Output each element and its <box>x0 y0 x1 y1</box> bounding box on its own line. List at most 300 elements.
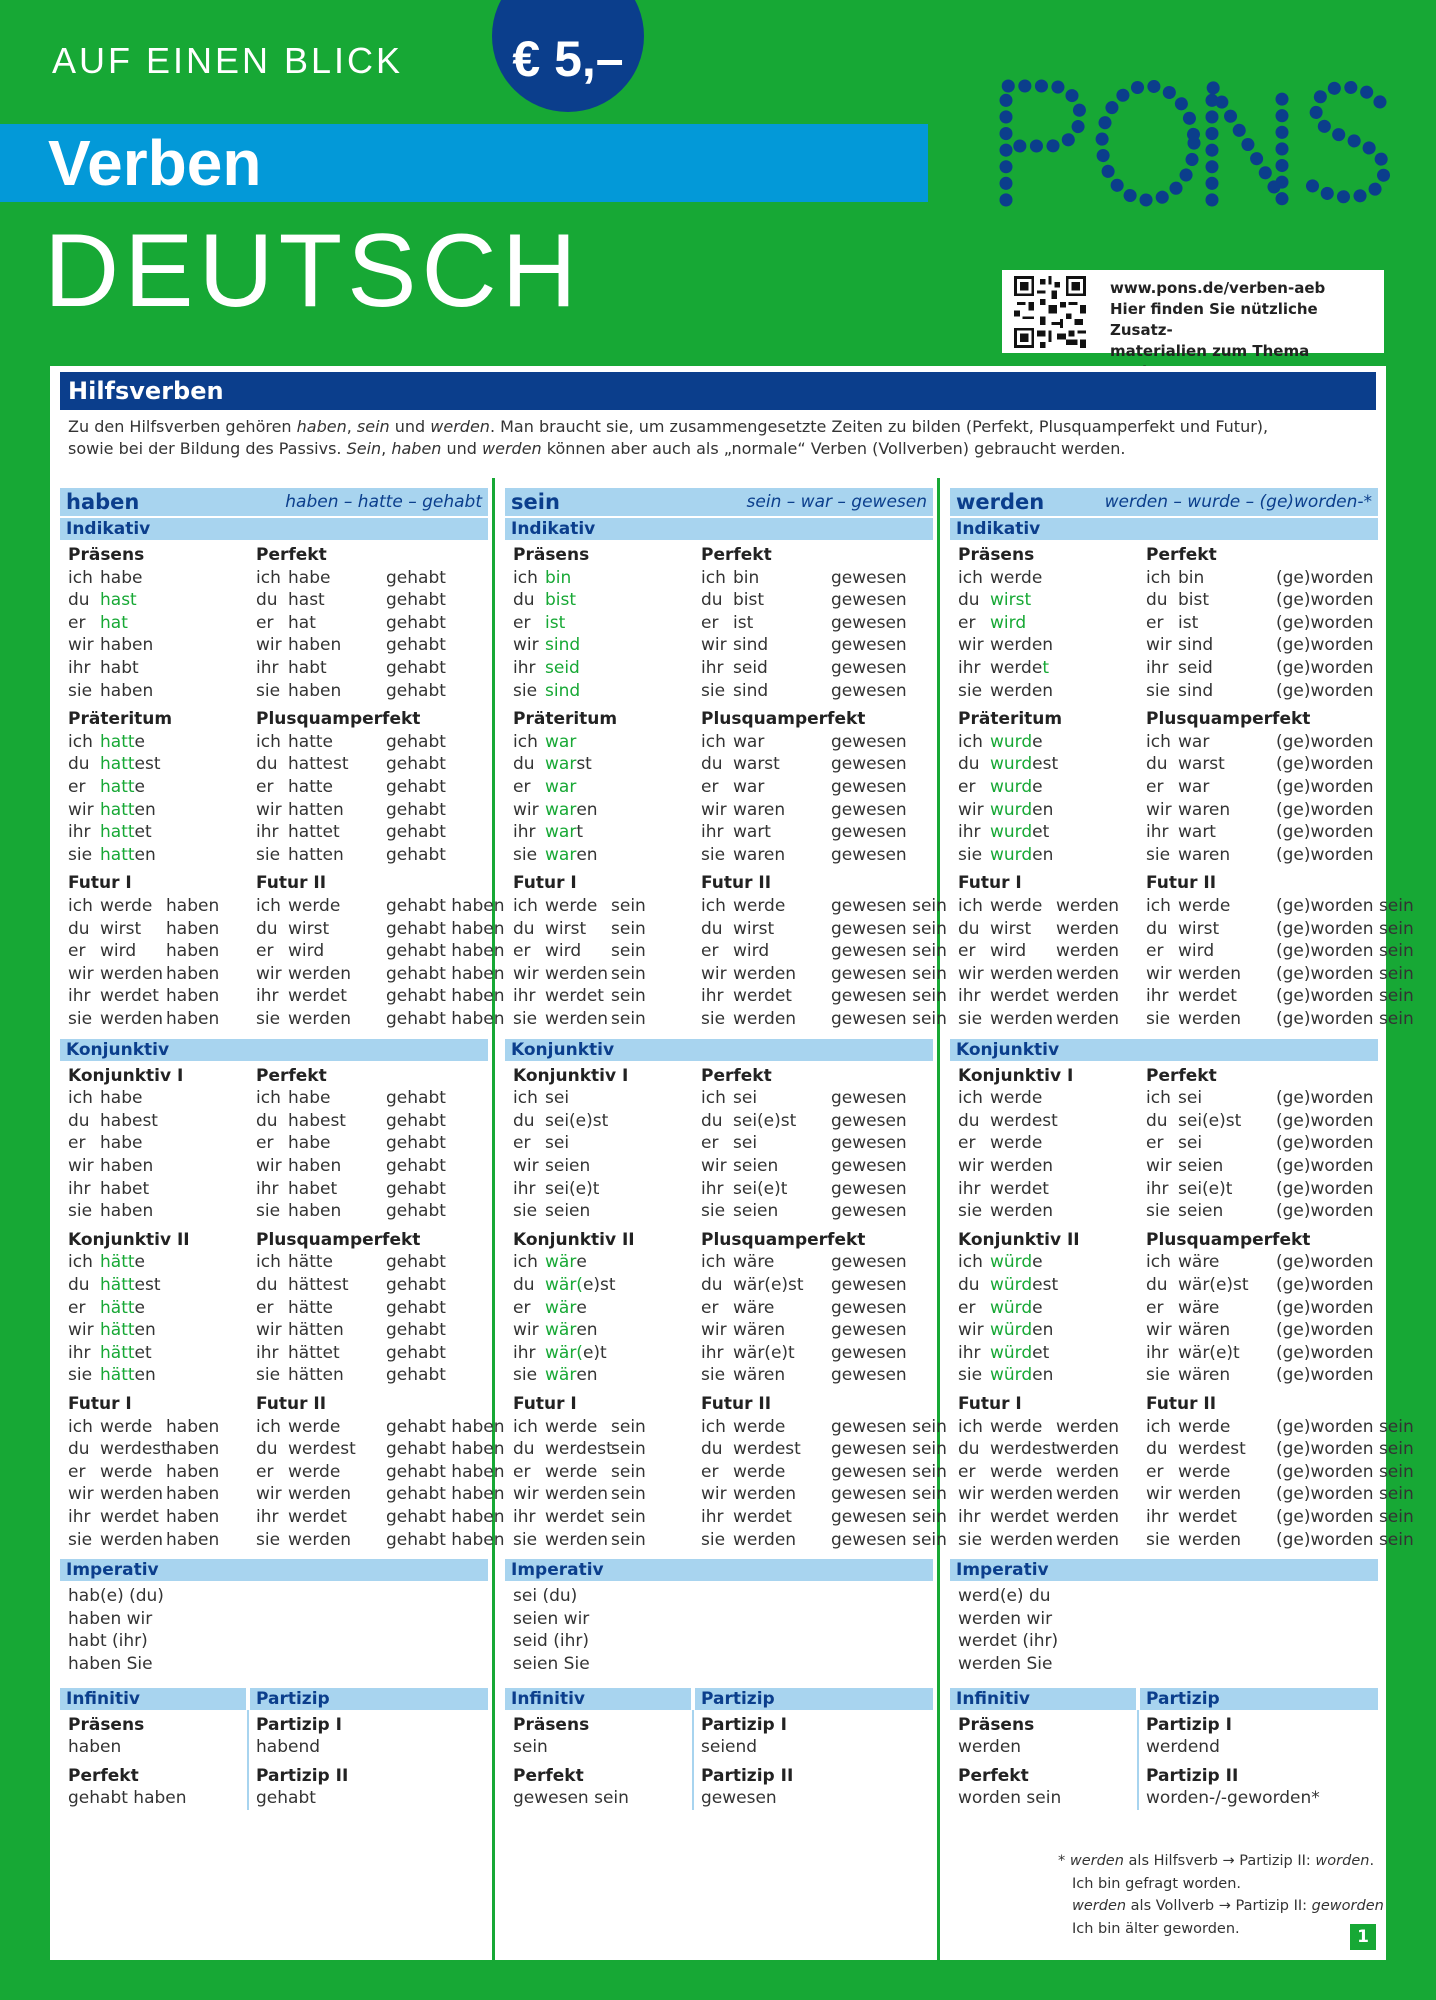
qr-text-line1: Hier finden Sie nützliche Zusatz- <box>1110 300 1318 339</box>
conjugation-row <box>958 1087 1073 1110</box>
verb-form <box>545 567 611 590</box>
tense-block <box>701 1229 907 1387</box>
auxiliary-form: (ge)worden <box>1276 1178 1374 1199</box>
verb-form: wirst <box>990 918 1032 939</box>
partizip-block <box>1146 1714 1320 1810</box>
pronoun: du <box>256 1274 278 1295</box>
verb-form-highlight: wär <box>545 1297 577 1318</box>
pronoun: ich <box>958 567 983 588</box>
verb-form-highlight: würd <box>990 1274 1033 1295</box>
pronoun: ihr <box>958 1506 981 1527</box>
auxiliary-form: gehabt haben <box>386 1506 505 1527</box>
auxiliary-form: haben <box>166 941 220 962</box>
tense-title: Plusquamperfekt <box>256 709 421 730</box>
verb-form-highlight: würd <box>990 1320 1033 1341</box>
tense-title: Perfekt <box>256 1065 327 1086</box>
conjugation-row <box>958 1008 1119 1031</box>
auxiliary-form: gehabt <box>386 612 446 633</box>
tense-title: Futur I <box>958 873 1022 894</box>
auxiliary-form: haben <box>166 963 220 984</box>
conjugation-row <box>1146 567 1374 590</box>
verb-form: bist <box>1178 590 1210 611</box>
verb-form-ending: et <box>134 1342 152 1363</box>
pronoun: du <box>68 1439 90 1460</box>
conjugation-row <box>701 918 947 941</box>
verb-form-highlight: würd <box>990 1342 1033 1363</box>
pronoun: ihr <box>68 657 91 678</box>
infinitiv-divider <box>692 1710 694 1810</box>
pronoun: wir <box>68 635 94 656</box>
pronoun: sie <box>256 1201 281 1222</box>
conjugation-row <box>701 963 947 986</box>
verb-form-highlight: hatt <box>100 822 135 843</box>
qr-url-link[interactable]: www.pons.de/verben-aeb <box>1110 279 1326 297</box>
pronoun: ihr <box>701 822 724 843</box>
auxiliary-form: gewesen <box>831 731 907 752</box>
tense-block <box>513 1065 628 1223</box>
verb-form: wird <box>1178 941 1215 962</box>
conjugation-row <box>701 1483 947 1506</box>
verb-form <box>545 1342 611 1365</box>
pronoun: ihr <box>513 1506 536 1527</box>
pronoun: wir <box>68 1320 94 1341</box>
verb-form-highlight: hätt <box>100 1297 135 1318</box>
verb-form: habet <box>288 1178 338 1199</box>
verb-form-highlight: wär( <box>545 1274 583 1295</box>
auxiliary-form: haben <box>166 1506 220 1527</box>
conjugation-row <box>513 1506 646 1529</box>
conjugation-row <box>958 940 1119 963</box>
verb-form-highlight: war <box>545 776 577 797</box>
conjugation-row <box>68 1461 219 1484</box>
inf-value: sein <box>513 1737 548 1758</box>
verb-form <box>545 1274 616 1297</box>
auxiliary-form: gehabt haben <box>386 941 505 962</box>
pronoun: du <box>68 754 90 775</box>
verb-form-ending: en <box>1032 1320 1054 1341</box>
verb-form-highlight: wär <box>545 1365 577 1386</box>
imperativ-form: seid (ihr) <box>513 1631 589 1652</box>
conjugation-row <box>958 1251 1080 1274</box>
infinitiv-header: Infinitiv <box>505 1688 691 1710</box>
verb-form: seien <box>545 1155 591 1176</box>
verb-form: wären <box>1178 1365 1231 1386</box>
auxiliary-form: gehabt haben <box>386 1439 505 1460</box>
tense-block <box>958 1393 1119 1551</box>
pronoun: wir <box>958 1320 984 1341</box>
verb-form: werden <box>990 1155 1054 1176</box>
tense-title: Präteritum <box>68 709 173 730</box>
pronoun: ich <box>256 567 281 588</box>
tense-title: Futur I <box>513 873 577 894</box>
verb-form: habest <box>288 1110 346 1131</box>
conjugation-row <box>68 612 166 635</box>
pronoun: wir <box>1146 1155 1172 1176</box>
pronoun: ihr <box>68 986 91 1007</box>
imperativ-form: werden wir <box>958 1608 1053 1629</box>
conjugation-row <box>256 731 446 754</box>
verb-form-ending: est <box>134 754 161 775</box>
verb-form: wirst <box>733 918 775 939</box>
verb-form: habe <box>288 567 331 588</box>
pronoun: du <box>513 918 535 939</box>
pronoun: er <box>701 1297 719 1318</box>
conjugation-row <box>701 895 947 918</box>
verb-form-ending: e <box>1032 1297 1043 1318</box>
verb-form: hätten <box>288 1365 344 1386</box>
pronoun: ich <box>958 895 983 916</box>
tense-title: Präsens <box>68 545 145 565</box>
tense-block <box>958 872 1119 1030</box>
conjugation-row <box>701 821 907 844</box>
pronoun: ich <box>68 567 93 588</box>
tense-block <box>1146 872 1414 1030</box>
conjugation-row <box>1146 1364 1374 1387</box>
pronoun: er <box>1146 1297 1164 1318</box>
conjugation-row <box>958 680 1056 703</box>
pronoun: sie <box>958 1201 983 1222</box>
conjugation-row <box>256 1200 446 1223</box>
verb-form: werde <box>990 1416 1043 1437</box>
verb-form-ending: en <box>134 799 156 820</box>
conjugation-row <box>68 1438 219 1461</box>
verb-form-ending: en <box>1032 844 1054 865</box>
tense-title: Perfekt <box>1146 545 1217 565</box>
verb-form-ending: e)t <box>582 1342 607 1363</box>
auxiliary-form: (ge)worden <box>1276 680 1374 701</box>
conjugation-row <box>958 1274 1080 1297</box>
conjugation-row <box>701 1529 947 1552</box>
conjugation-row <box>256 1132 446 1155</box>
conjugation-row <box>68 844 172 867</box>
verb-form: war <box>733 776 765 797</box>
verb-form: werdet <box>990 986 1049 1007</box>
partizip-block <box>701 1714 793 1810</box>
conjugation-row <box>958 589 1056 612</box>
auxiliary-form: gehabt haben <box>386 1008 505 1029</box>
conjugation-row <box>701 1364 907 1387</box>
pronoun: du <box>701 918 723 939</box>
qr-text-line2: materialien zum Thema <box>1110 342 1310 360</box>
infinitiv-block <box>513 1714 629 1810</box>
verb-form: habet <box>100 1178 150 1199</box>
auxiliary-form: (ge)worden sein <box>1276 1439 1414 1460</box>
verb-form-ending: et <box>134 822 152 843</box>
pronoun: du <box>256 918 278 939</box>
conjugation-row <box>1146 844 1374 867</box>
conjugation-row <box>513 776 617 799</box>
conjugation-row <box>256 1342 446 1365</box>
tense-block <box>1146 1065 1374 1223</box>
verb-form: wirst <box>100 918 142 939</box>
part-value: gehabt <box>256 1788 316 1809</box>
auxiliary-form: gewesen <box>831 567 907 588</box>
pronoun: ihr <box>701 1178 724 1199</box>
pronoun: du <box>513 1439 535 1460</box>
conjugation-row <box>1146 1297 1374 1320</box>
tense-title: Perfekt <box>701 545 772 565</box>
partizip-header: Partizip <box>695 1688 933 1710</box>
conjugation-row <box>958 1342 1080 1365</box>
pronoun: ihr <box>256 1178 279 1199</box>
verb-form <box>100 612 166 635</box>
pronoun: sie <box>701 1201 726 1222</box>
auxiliary-form: gehabt haben <box>386 1529 505 1550</box>
conjugation-row <box>68 1506 219 1529</box>
auxiliary-form: (ge)worden <box>1276 1252 1374 1273</box>
auxiliary-form: sein <box>611 941 646 962</box>
imperativ-form: seien Sie <box>513 1653 590 1674</box>
tense-block <box>1146 1229 1374 1387</box>
auxiliary-form: gewesen <box>831 1274 907 1295</box>
conjugation-row <box>701 657 907 680</box>
pronoun: du <box>256 1439 278 1460</box>
verb-form: waren <box>1178 799 1231 820</box>
pronoun: sie <box>701 844 726 865</box>
verb-form: sei <box>545 1088 570 1109</box>
verb-form: habt <box>288 657 327 678</box>
pronoun: er <box>701 612 719 633</box>
verb-form: werde <box>545 1461 598 1482</box>
auxiliary-form: gewesen sein <box>831 895 947 916</box>
pronoun: ihr <box>513 657 536 678</box>
pronoun: du <box>958 754 980 775</box>
conjugation-row <box>256 1483 505 1506</box>
pronoun: wir <box>1146 799 1172 820</box>
verb-form <box>545 1364 611 1387</box>
pronoun: du <box>1146 754 1168 775</box>
verb-form: werde <box>990 1088 1043 1109</box>
pronoun: du <box>68 918 90 939</box>
verb-form: wird <box>733 941 770 962</box>
conjugation-row <box>513 1483 646 1506</box>
part-title: Partizip I <box>256 1714 342 1735</box>
auxiliary-form: (ge)worden sein <box>1276 1484 1414 1505</box>
verb-form: werde <box>545 1416 598 1437</box>
tense-block <box>958 544 1056 702</box>
part-value: seiend <box>701 1737 758 1758</box>
pronoun: er <box>513 612 531 633</box>
column-divider <box>492 478 495 1960</box>
verb-form: sind <box>733 680 769 701</box>
verb-form-highlight: wär <box>545 1252 577 1273</box>
pronoun: sie <box>256 1365 281 1386</box>
verb-form: sei(e)t <box>545 1178 600 1199</box>
conjugation-row <box>1146 1087 1374 1110</box>
tense-block <box>256 708 446 866</box>
pronoun: sie <box>68 1008 93 1029</box>
verb-form: wären <box>733 1365 786 1386</box>
verb-form: werde <box>733 895 786 916</box>
conjugation-row <box>256 799 446 822</box>
infinitiv-block <box>958 1714 1061 1810</box>
verb-form: werdet <box>1178 1506 1237 1527</box>
pronoun: wir <box>958 635 984 656</box>
verb-form <box>545 634 611 657</box>
verb-form: wirst <box>1178 918 1220 939</box>
conjugation-row <box>68 634 166 657</box>
conjugation-row <box>1146 1506 1414 1529</box>
auxiliary-form: gewesen sein <box>831 1416 947 1437</box>
auxiliary-form: gehabt <box>386 844 446 865</box>
conjugation-row <box>513 731 617 754</box>
conjugation-row <box>701 799 907 822</box>
verb-form-ending: en <box>1032 1365 1054 1386</box>
auxiliary-form: gewesen sein <box>831 1484 947 1505</box>
infinitiv-block <box>68 1714 187 1810</box>
verb-form: werdest <box>100 1439 168 1460</box>
conjugation-row <box>256 1274 446 1297</box>
pronoun: er <box>701 1133 719 1154</box>
auxiliary-form: sein <box>611 1529 646 1550</box>
verb-form: habe <box>100 1088 143 1109</box>
pronoun: er <box>256 1461 274 1482</box>
verb-form <box>100 589 166 612</box>
verb-form: hattet <box>288 822 340 843</box>
conjugation-row <box>701 1297 907 1320</box>
pronoun: ihr <box>68 822 91 843</box>
conjugation-row <box>701 1438 947 1461</box>
tense-block <box>256 1065 446 1223</box>
verb-form <box>990 589 1056 612</box>
conjugation-row <box>256 1178 446 1201</box>
conjugation-row <box>1146 634 1374 657</box>
conjugation-row <box>256 1506 505 1529</box>
verb-form: habe <box>100 567 143 588</box>
conjugation-row <box>958 821 1062 844</box>
part-title: Partizip I <box>1146 1714 1232 1735</box>
intro-text: Zu den Hilfsverben gehören haben, sein und werden. Man braucht sie, um zusammengesetzte Zeiten zu bilden (Perfekt, Plusquamperfekt und Futur), sowie bei der Bildung des Passivs. Sein, haben und werden können aber auch als „normale“ Verben (Vollverben) gebraucht werden. <box>68 417 1269 458</box>
pronoun: sie <box>701 1365 726 1386</box>
auxiliary-form: sein <box>611 1008 646 1029</box>
verb-form: werden <box>1178 1008 1242 1029</box>
conjugation-row <box>701 612 907 635</box>
footnote: * werden als Hilfsverb → Partizip II: worden. Ich bin gefragt worden. werden als Vollverb → Partizip II: geworden Ich bin älter geworden. <box>1058 1853 1384 1937</box>
verb-form-ending: e <box>576 1297 587 1318</box>
verb-form <box>545 1251 611 1274</box>
imperativ-form: sei (du) <box>513 1586 578 1607</box>
auxiliary-form: (ge)worden <box>1276 1274 1374 1295</box>
verb-form-ending: e <box>1032 776 1043 797</box>
auxiliary-form: (ge)worden <box>1276 731 1374 752</box>
tense-block <box>256 544 446 702</box>
tense-block <box>68 708 172 866</box>
auxiliary-form: gehabt haben <box>386 1416 505 1437</box>
verb-form: werdet <box>545 986 604 1007</box>
verb-form: waren <box>733 844 786 865</box>
header <box>0 0 1436 365</box>
auxiliary-form: (ge)worden <box>1276 754 1374 775</box>
pronoun: er <box>68 1133 86 1154</box>
conjugation-row <box>958 567 1056 590</box>
auxiliary-form: haben <box>166 918 220 939</box>
verb-name: werden <box>956 490 1045 514</box>
conjugation-row <box>256 963 505 986</box>
pronoun: wir <box>958 1484 984 1505</box>
pronoun: ich <box>701 1088 726 1109</box>
verb-form-ending: en <box>576 799 598 820</box>
pronoun: ich <box>701 895 726 916</box>
verb-form: werde <box>288 1416 341 1437</box>
verb-form <box>100 821 166 844</box>
verb-form <box>545 844 611 867</box>
section-header: Indikativ <box>505 518 933 540</box>
conjugation-row <box>958 799 1062 822</box>
verb-form-ending: et <box>1032 1342 1050 1363</box>
verb-form-highlight: wurd <box>990 822 1033 843</box>
auxiliary-form: gehabt haben <box>386 895 505 916</box>
conjugation-row <box>68 821 172 844</box>
conjugation-row <box>958 1110 1073 1133</box>
inf-value: gehabt haben <box>68 1788 187 1809</box>
pronoun: ihr <box>256 822 279 843</box>
auxiliary-form: gehabt <box>386 590 446 611</box>
pronoun: er <box>701 1461 719 1482</box>
tense-title: Plusquamperfekt <box>1146 709 1311 730</box>
conjugation-row <box>68 1110 183 1133</box>
tense-title: Perfekt <box>1146 1065 1217 1086</box>
conjugation-row <box>68 1251 190 1274</box>
pronoun: wir <box>958 963 984 984</box>
verb-form <box>990 799 1056 822</box>
auxiliary-form: (ge)worden <box>1276 1365 1374 1386</box>
pronoun: ihr <box>958 986 981 1007</box>
pronoun: er <box>958 1133 976 1154</box>
auxiliary-form: (ge)worden <box>1276 776 1374 797</box>
tense-block <box>256 1393 505 1551</box>
conjugation-row <box>256 634 446 657</box>
verb-form-highlight: hat <box>100 612 128 633</box>
conjugation-row <box>513 844 617 867</box>
conjugation-row <box>256 680 446 703</box>
pronoun: ihr <box>958 1342 981 1363</box>
verb-form: werden <box>733 1008 797 1029</box>
qr-code-icon[interactable] <box>1014 276 1086 348</box>
auxiliary-form: gehabt <box>386 1155 446 1176</box>
conjugation-row <box>513 1297 635 1320</box>
verb-form: werdet <box>733 1506 792 1527</box>
verb-form: wären <box>733 1320 786 1341</box>
verb-form: werde <box>733 1461 786 1482</box>
verb-form: werden <box>545 1529 609 1550</box>
conjugation-row <box>1146 1342 1374 1365</box>
conjugation-row <box>256 589 446 612</box>
conjugation-row <box>68 1178 183 1201</box>
conjugation-row <box>701 1274 907 1297</box>
tense-block <box>701 708 907 866</box>
conjugation-row <box>958 776 1062 799</box>
pronoun: sie <box>1146 1201 1171 1222</box>
conjugation-row <box>256 753 446 776</box>
auxiliary-form: werden <box>1056 1416 1120 1437</box>
verb-form: werde <box>1178 1461 1231 1482</box>
pronoun: wir <box>701 963 727 984</box>
conjugation-row <box>256 844 446 867</box>
verb-form-highlight: war <box>545 844 577 865</box>
panel-title: Hilfsverben <box>60 372 1376 410</box>
verb-name: haben <box>66 490 140 514</box>
conjugation-row <box>68 1132 183 1155</box>
section-header-imperativ: Imperativ <box>950 1559 1378 1581</box>
verb-form: haben <box>288 1201 342 1222</box>
infinitiv-partizip-header <box>505 1688 933 1710</box>
part-title: Partizip II <box>1146 1765 1239 1786</box>
verb-form: seien <box>1178 1201 1224 1222</box>
conjugation-row <box>68 963 219 986</box>
auxiliary-form: gewesen <box>831 657 907 678</box>
auxiliary-form: sein <box>611 895 646 916</box>
verb-form: sei <box>1178 1133 1203 1154</box>
